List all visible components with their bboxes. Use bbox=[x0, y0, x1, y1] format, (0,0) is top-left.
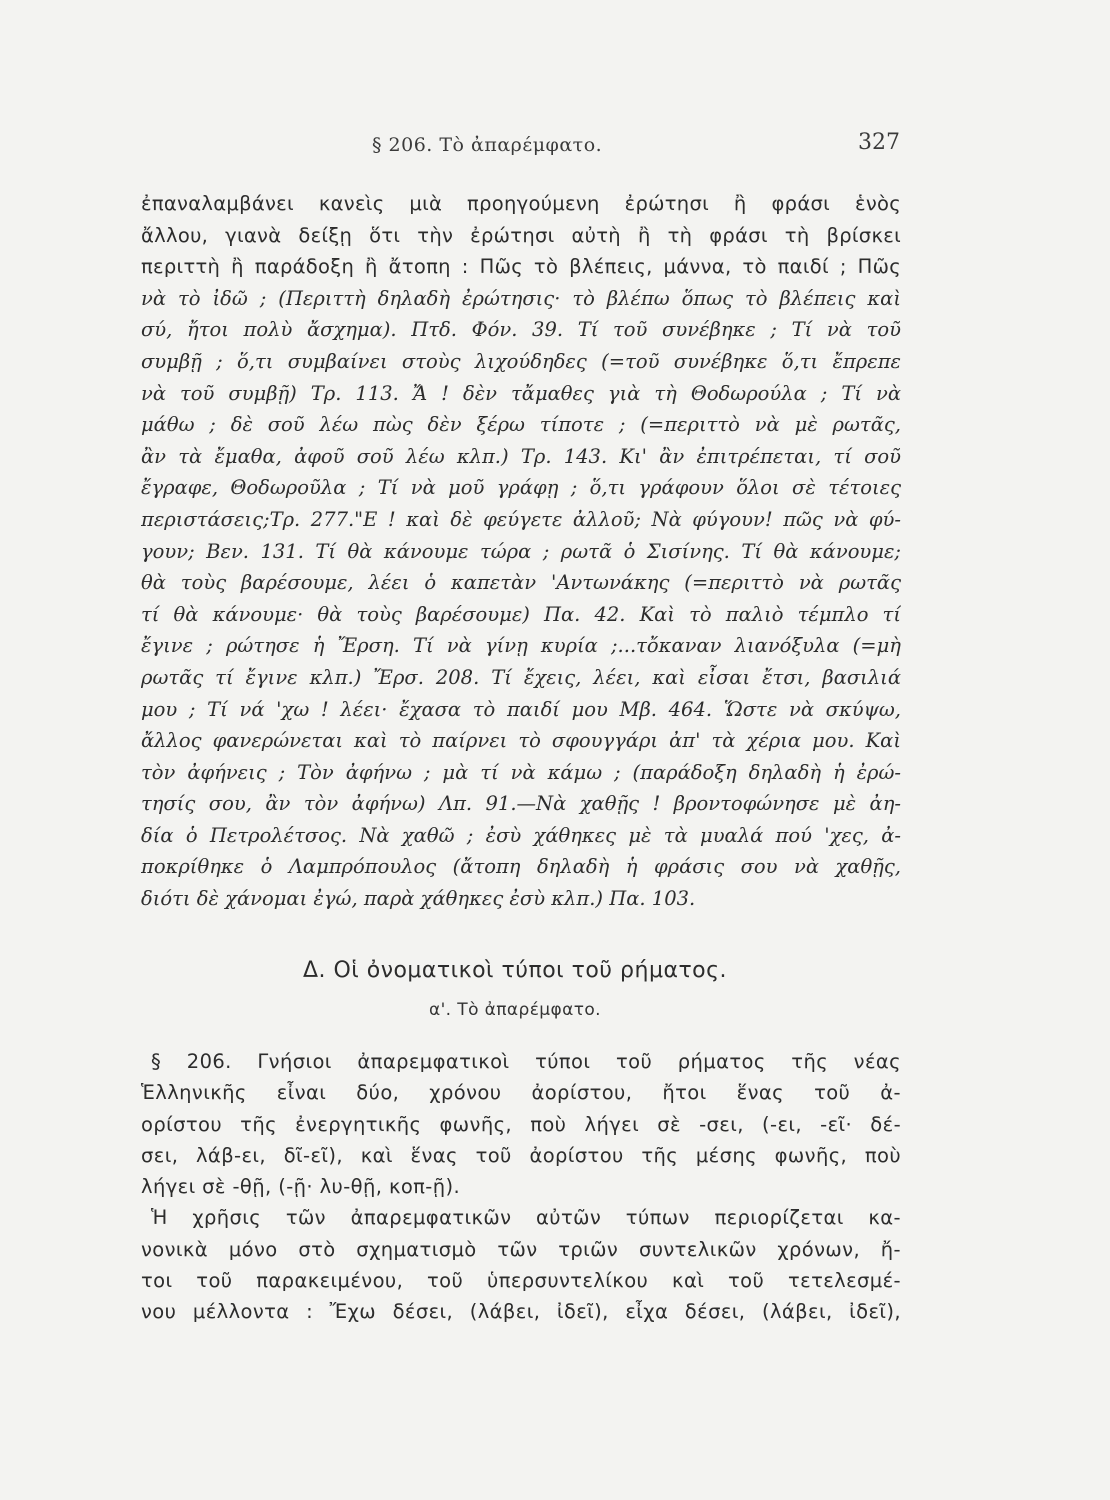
text-line: νου μέλλοντα : Ἔχω δέσει, (λάβει, ἰδεῖ), εἶχα δέσει, (λάβει, ἰδεῖ), bbox=[141, 1300, 901, 1324]
text-line: διότι δὲ χάνομαι ἐγώ, παρὰ χάθηκες ἐσὺ κλπ.) Πα. 103. bbox=[141, 887, 696, 911]
section-text-block bbox=[141, 1046, 901, 1328]
text-line: περιττὴ ἢ παράδοξη ἢ ἄτοπη : Πῶς τὸ βλέπεις, μάννα, τὸ παιδί ; Πῶς bbox=[141, 255, 901, 279]
text-line: τησίς σου, ἂν τὸν ἀφήνω) Λπ. 91.—Νὰ χαθῇς ! βροντοφώνησε μὲ ἀη- bbox=[141, 792, 901, 816]
section-heading: Δ. Οἱ ὀνοματικοὶ τύποι τοῦ ρήματος. bbox=[302, 958, 728, 983]
text-line: σύ, ἤτοι πολὺ ἄσχημα). Πτδ. Φόν. 39. Τί τοῦ συνέβηκε ; Τί νὰ τοῦ bbox=[141, 318, 901, 342]
text-line: ορίστου τῆς ἐνεργητικῆς φωνῆς, ποὺ λήγει σὲ -σει, (-ει, -εῖ· δέ- bbox=[141, 1112, 901, 1136]
text-line: νὰ τὸ ἰδῶ ; (Περιττὴ δηλαδὴ ἐρώτησις· τὸ βλέπω ὅπως τὸ βλέπεις καὶ bbox=[141, 286, 901, 310]
text-line: περιστάσεις;Τρ. 277."Ε ! καὶ δὲ φεύγετε ἀλλοῦ; Νὰ φύγουν! πῶς νὰ φύ- bbox=[141, 507, 901, 531]
text-line: ἄλλος φανερώνεται καὶ τὸ παίρνει τὸ σφουγγάρι ἀπ' τὰ χέρια μου. Καὶ bbox=[141, 729, 901, 753]
text-line: ἔγραφε, Θοδωροῦλα ; Τί νὰ μοῦ γράφῃ ; ὅ,τι γράφουν ὅλοι σὲ τέτοιες bbox=[141, 476, 901, 500]
text-line: μου ; Τί νά 'χω ! λέει· ἔχασα τὸ παιδί μου Μβ. 464. Ὥστε νὰ σκύψω, bbox=[141, 697, 901, 721]
text-line: τοι τοῦ παρακειμένου, τοῦ ὑπερσυντελίκου καὶ τοῦ τετελεσμέ- bbox=[141, 1269, 901, 1293]
text-line: ἐπαναλαμβάνει κανεὶς μιὰ προηγούμενη ἐρώτησι ἢ φράσι ἑνὸς bbox=[141, 192, 901, 215]
page-number: 327 bbox=[858, 130, 900, 155]
text-line: ρωτᾶς τί ἔγινε κλπ.) Ἔρσ. 208. Τί ἔχεις, λέει, καὶ εἶσαι ἔτσι, βασιλιά bbox=[141, 665, 901, 689]
text-line: μάθω ; δὲ σοῦ λέω πὼς δὲν ξέρω τίποτε ; (=περιττὸ νὰ μὲ ρωτᾶς, bbox=[141, 413, 901, 437]
text-line: ἄλλου, γιανὰ δείξῃ ὅτι τὴν ἐρώτησι αὐτὴ ἢ τὴ φράσι τὴ βρίσκει bbox=[141, 223, 901, 247]
text-line: θὰ τοὺς βαρέσουμε, λέει ὁ καπετὰν 'Αντωνάκης (=περιττὸ νὰ ρωτᾶς bbox=[141, 571, 901, 595]
main-text-block bbox=[141, 188, 901, 915]
text-line: συμβῇ ; ὅ,τι συμβαίνει στοὺς λιχούδηδες (=τοῦ συνέβηκε ὅ,τι ἔπρεπε bbox=[141, 349, 901, 373]
text-line: § 206. Γνήσιοι ἀπαρεμφατικοὶ τύποι τοῦ ρήματος τῆς νέας bbox=[151, 1050, 901, 1073]
text-line: ποκρίθηκε ὁ Λαμπρόπουλος (ἄτοπη δηλαδὴ ἡ φράσις σου νὰ χαθῇς, bbox=[141, 855, 901, 879]
text-line: Ἑλληνικῆς εἶναι δύο, χρόνου ἀορίστου, ἤτοι ἕνας τοῦ ἀ- bbox=[141, 1081, 901, 1105]
text-line: ἂν τὰ ἔμαθα, ἀφοῦ σοῦ λέω κλπ.) Τρ. 143. Κι' ἂν ἐπιτρέπεται, τί σοῦ bbox=[141, 444, 901, 468]
text-line: λήγει σὲ -θῇ, (-ῇ· λυ-θῇ, κοπ-ῇ). bbox=[141, 1175, 461, 1199]
text-line: γουν; Βεν. 131. Τί θὰ κάνουμε τώρα ; ρωτᾶ ὁ Σισίνης. Τί θὰ κάνουμε; bbox=[141, 539, 901, 563]
running-head: § 206. Τὸ ἀπαρέμφατο. bbox=[372, 134, 603, 156]
text-line: τί θὰ κάνουμε· θὰ τοὺς βαρέσουμε) Πα. 42. Καὶ τὸ παλιὸ τέμπλο τί bbox=[141, 602, 901, 626]
text-line: ἔγινε ; ρώτησε ἡ Ἔρση. Τί νὰ γίνῃ κυρία ;...τὄκαναν λιανόξυλα (=μὴ bbox=[141, 634, 901, 658]
text-line: νονικὰ μόνο στὸ σχηματισμὸ τῶν τριῶν συντελικῶν χρόνων, ἤ- bbox=[141, 1237, 901, 1261]
text-line: δία ὁ Πετρολέτσος. Νὰ χαθῶ ; ἐσὺ χάθηκες μὲ τὰ μυαλά πού 'χες, ἀ- bbox=[141, 823, 901, 847]
text-line: Ἡ χρῆσις τῶν ἀπαρεμφατικῶν αὐτῶν τύπων περιορίζεται κα- bbox=[151, 1206, 901, 1230]
text-line: τὸν ἀφήνεις ; Τὸν ἀφήνω ; μὰ τί νὰ κάμω ; (παράδοξη δηλαδὴ ἡ ἐρώ- bbox=[141, 760, 901, 784]
subsection-heading: α'. Τὸ ἀπαρέμφατο. bbox=[429, 1000, 601, 1020]
text-line: νὰ τοῦ συμβῇ) Τρ. 113. Ἄ ! δὲν τἄμαθες γιὰ τὴ Θοδωρούλα ; Τί νὰ bbox=[141, 381, 901, 405]
text-line: σει, λάβ-ει, δῖ-εῖ), καὶ ἕνας τοῦ ἀορίστου τῆς μέσης φωνῆς, ποὺ bbox=[141, 1143, 901, 1167]
